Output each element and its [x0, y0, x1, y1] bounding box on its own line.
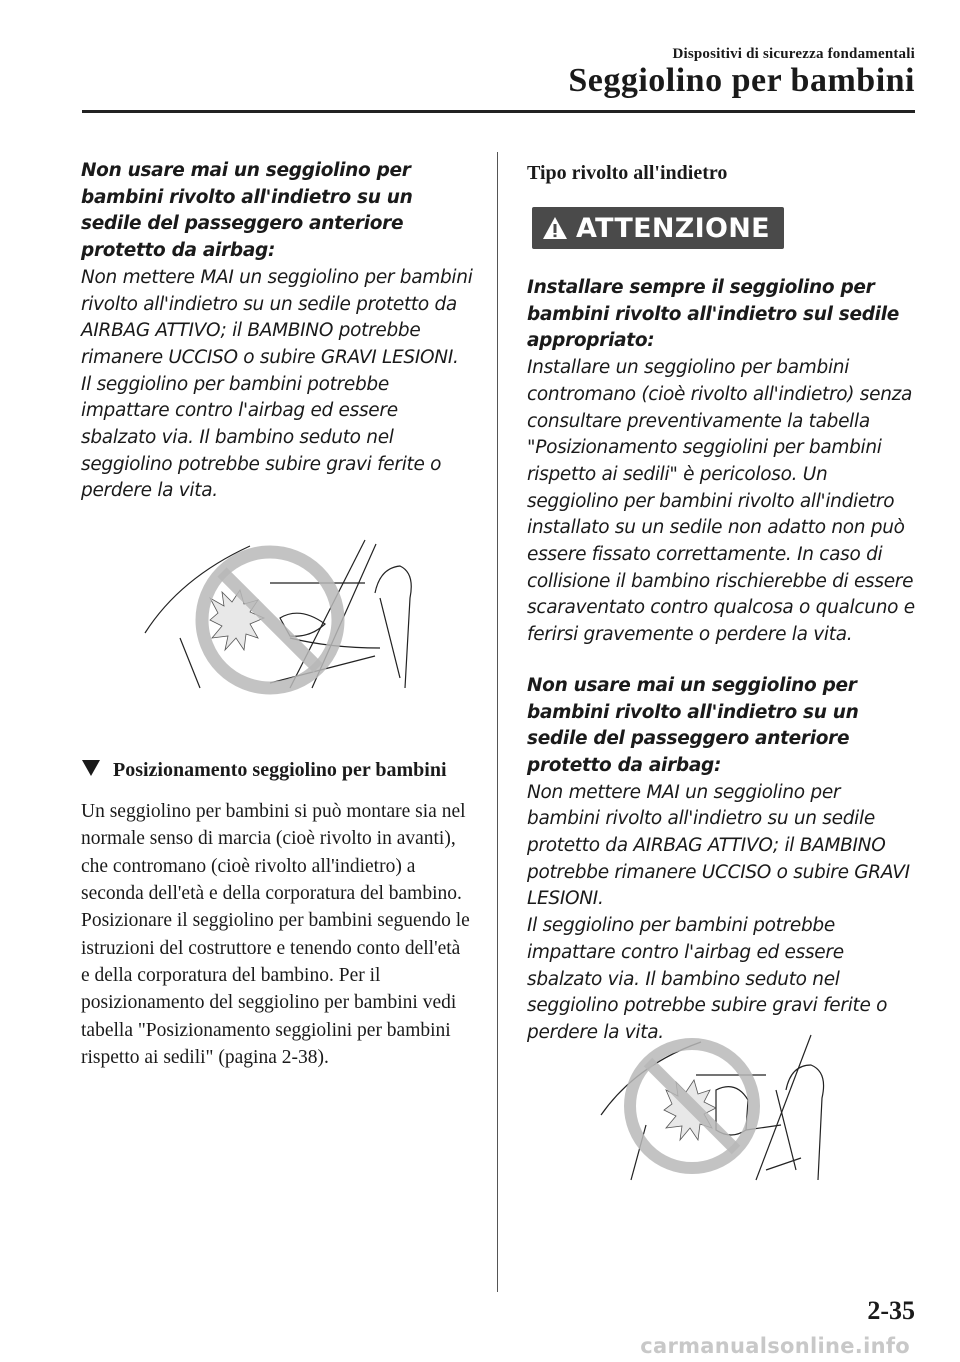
warning-text-airbag: Non mettere MAI un seggiolino per bambini rivolto all'indietro su un sedile protetto da AIRBAG ATTIVO; il BAMBINO potrebbe rimanere UCCISO o subire GRAVI LESIONI. Il seggiolino per bambini potrebbe impattare contro l'airbag ed essere sbalzato via. Il bambino seduto nel seggiolino potrebbe subire gravi ferite o perdere la vita.: [527, 781, 910, 1043]
caution-badge: [532, 207, 784, 249]
airbag-child-seat-illustration: [140, 538, 440, 698]
page-number: 2-35: [867, 1296, 915, 1325]
page-title: Seggiolino per bambini: [568, 62, 915, 99]
section-body: Un seggiolino per bambini si può montare sia nel normale senso di marcia (cioè rivolto in avanti), che contromano (cioè rivolto all'indietro) a seconda dell'età e della corporatura del bambino. Posizionare il seggiolino per bambini seguendo le istruzioni del costruttore e tenendo conto dell'età e della corporatura del bambino. Per il posizionamento del seggiolino per bambini vedi tabella "Posizionamento seggiolini per bambini rispetto ai sedili" (pagina 2-38).: [81, 801, 470, 1068]
warning-heading: Non usare mai un seggiolino per bambini rivolto all'indietro su un sedile del passeggero anteriore protetto da airbag:: [81, 160, 413, 262]
warning-text: Non mettere MAI un seggiolino per bambini rivolto all'indietro su un sedile protetto da AIRBAG ATTIVO; il BAMBINO potrebbe rimanere UCCISO o subire GRAVI LESIONI. Il seggiolino per bambini potrebbe impattare contro l'airbag ed essere sbalzato via. Il bambino seduto nel seggiolino potrebbe subire gravi ferite o perdere la vita.: [81, 266, 473, 502]
caution-label: ATTENZIONE: [576, 212, 770, 244]
header-divider: [82, 110, 915, 113]
right-column: [527, 155, 917, 1047]
section-heading: [81, 757, 473, 784]
warning-text-appropriate-seat: Installare un seggiolino per bambini contromano (cioè rivolto all'indietro) senza consultare preventivamente la tabella "Posizionamento seggiolini per bambini rispetto ai sedili" è pericoloso. Un seggiolino per bambini rivolto all'indietro installato su un sedile non adatto non può essere fissato correttamente. In caso di collisione il bambino rischierebbe di essere scaraventato contro qualcosa o qualcuno e ferirsi gravemente o perdere la vita.: [527, 357, 915, 646]
site-watermark: carmanualsonline.info: [640, 1334, 910, 1358]
warning-triangle-icon: [542, 216, 568, 240]
section-heading-text: Posizionamento seggiolino per bambini: [113, 759, 447, 782]
warning-heading-airbag: Non usare mai un seggiolino per bambini rivolto all'indietro su un sedile del passeggero anteriore protetto da airbag:: [527, 674, 859, 776]
subsection-heading: Tipo rivolto all'indietro: [527, 162, 728, 184]
column-divider: [497, 152, 498, 1292]
triangle-bullet-icon: [81, 759, 101, 777]
warning-heading-appropriate-seat: Installare sempre il seggiolino per bambini rivolto all'indietro sul sedile appropriato:: [527, 277, 899, 352]
chapter-subtitle: Dispositivi di sicurezza fondamentali: [672, 46, 915, 62]
rear-facing-seat-illustration: [596, 1030, 846, 1185]
